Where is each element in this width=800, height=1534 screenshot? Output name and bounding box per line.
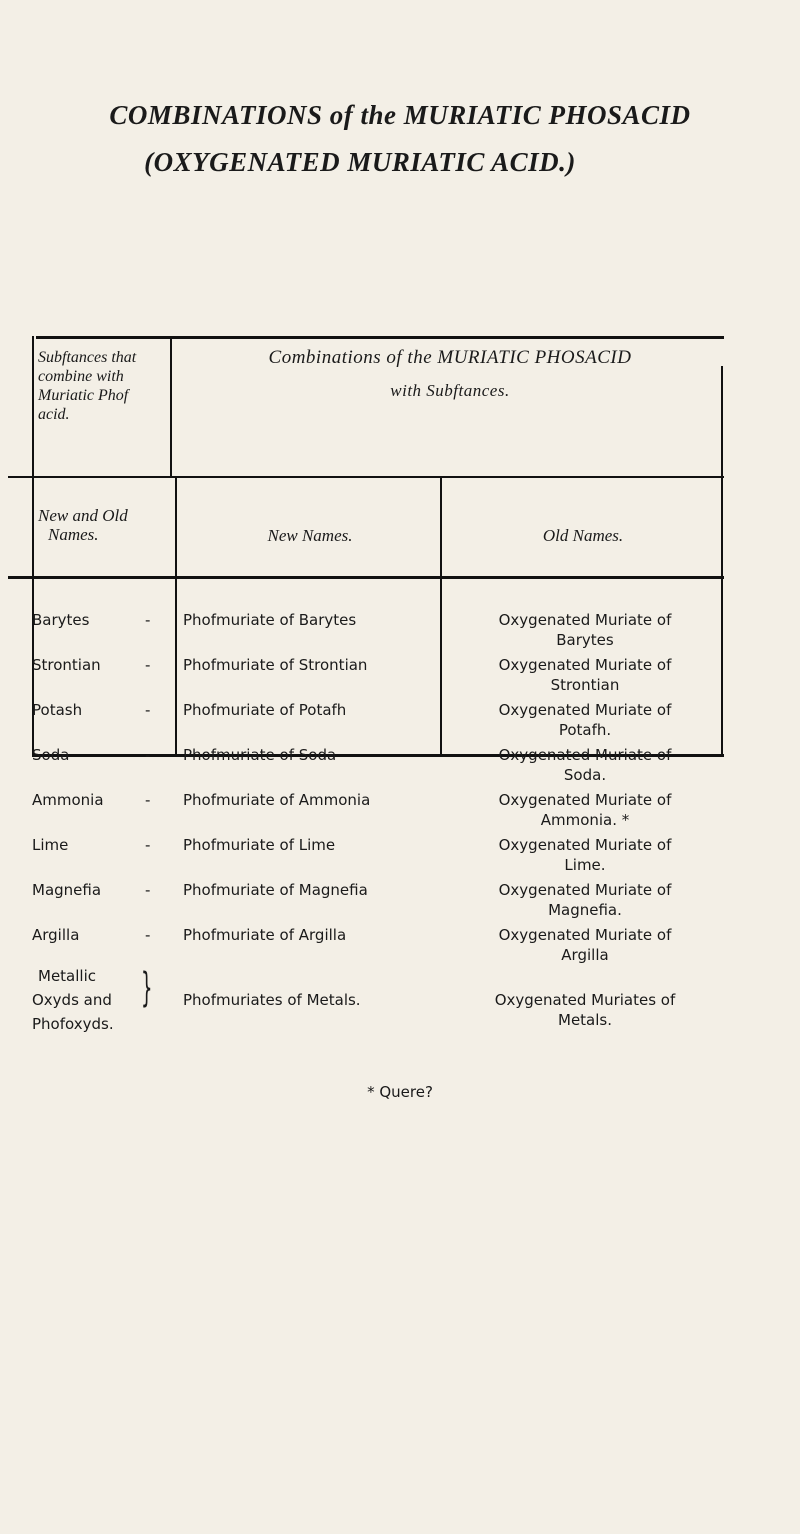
dash: - [145,926,151,944]
old-name-line-1: Oxygenated Muriate of [498,656,672,674]
old-name-line-1: Oxygenated Muriate of [498,926,672,944]
base-name: Lime [32,836,69,854]
new-name: Phofmuriate of Ammonia [183,791,371,809]
base-name: Strontian [32,656,101,674]
old-name-line-1: Oxygenated Muriate of [498,701,672,719]
old-name-line-1: Oxygenated Muriate of [498,791,672,809]
old-name-line-1: Oxygenated Muriate of [498,836,672,854]
old-name-line-2: Argilla [561,946,609,964]
column-header-new-names: New Names. [267,526,353,545]
base-name: Argilla [32,926,80,944]
header-combinations-line: Combinations of the MURIATIC PHOSACID [268,347,632,368]
dash: - [145,611,151,629]
column-header-names-line: New and Old [38,506,128,525]
base-name: Phofoxyds. [32,1015,114,1033]
old-name-line-2: Metals. [558,1011,612,1029]
table-right-border [721,366,723,756]
old-name-line-2: Potafh. [558,721,612,739]
old-name-line-1: Oxygenated Muriate of [498,611,672,629]
dash: - [145,656,151,674]
table-top-border [36,336,724,339]
new-name: Phofmuriates of Metals. [183,991,361,1009]
old-name-line-2: Barytes [556,631,614,649]
header-divider-2 [8,576,724,579]
table-left-border [32,336,34,756]
header-subjects-line: combine with [38,368,124,385]
base-name: Potash [32,701,83,719]
header-subjects-line: acid. [38,406,70,423]
base-name: Oxyds and [32,991,112,1009]
column-header-old-names: Old Names. [542,526,624,545]
new-name: Phofmuriate of Strontian [183,656,368,674]
base-name: Soda [32,746,70,764]
dash: - [145,746,151,764]
column-header-names [38,506,173,544]
header-combinations-line: with Subftances. [390,381,510,400]
new-name: Phofmuriate of Soda [183,746,337,764]
new-name: Phofmuriate of Magnefia [183,881,368,899]
base-name: Metallic [38,967,96,985]
old-name-line-2: Strontian [550,676,620,694]
header-subjects-line: Muriatic Phof [38,387,129,404]
old-name-line-2: Lime. [564,856,606,874]
header-subjects-line: Subftances that [38,349,137,366]
old-name-line-2: Ammonia. * [540,811,630,829]
new-name: Phofmuriate of Potafh [183,701,347,719]
old-name-line-2: Soda. [563,766,607,784]
header-combinations [180,348,720,400]
column-divider-1 [175,478,177,756]
dash: - [145,836,151,854]
header-divider-1 [8,476,724,478]
base-name: Magnefia [32,881,102,899]
new-name: Phofmuriate of Barytes [183,611,357,629]
dash: - [145,701,151,719]
page-title: COMBINATIONS of the MURIATIC PHOSACID [109,100,691,130]
column-header-names-line: Names. [48,525,99,544]
old-name-line-1: Oxygenated Muriates of [494,991,676,1009]
old-name-line-2: Magnefia. [548,901,622,919]
brace-icon: } [140,965,153,1011]
new-name: Phofmuriate of Argilla [183,926,347,944]
new-name: Phofmuriate of Lime [183,836,336,854]
old-name-line-1: Oxygenated Muriate of [498,746,672,764]
base-name: Ammonia [32,791,104,809]
column-divider-2 [440,478,442,756]
footnote: * Quere? [367,1083,433,1101]
old-name-line-1: Oxygenated Muriate of [498,881,672,899]
header-subjects [38,348,173,424]
dash: - [145,881,151,899]
dash: - [145,791,151,809]
page-subtitle: (OXYGENATED MURIATIC ACID.) [144,147,576,177]
base-name: Barytes [32,611,90,629]
